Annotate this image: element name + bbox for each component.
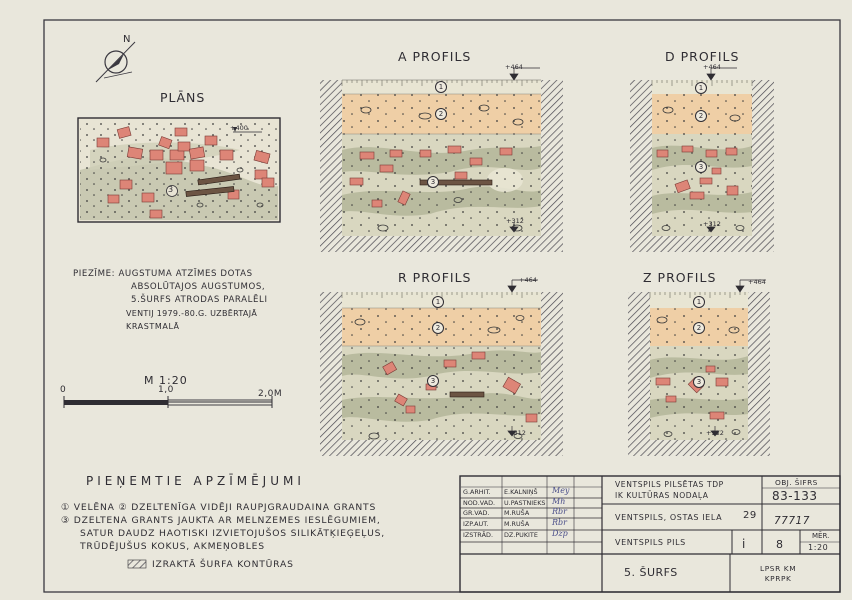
profile-d-title: D PROFILS: [665, 49, 740, 64]
profile-r-drawing: [320, 292, 563, 456]
profile-a-layer-2-label: 2: [435, 108, 447, 120]
profile-z-layer-2-label: 2: [693, 322, 705, 334]
scale-label: MĒR.: [812, 532, 830, 540]
profile-z-layer-3-label: 3: [693, 376, 705, 388]
profile-a-layer-1-label: 1: [435, 81, 447, 93]
staff-role: G.ARHIT.: [463, 488, 491, 496]
staff-signature: Mh: [552, 497, 566, 506]
plan-drawing: [78, 118, 280, 222]
profile-d-bottom-mark: +312: [703, 220, 721, 228]
north-label: N: [123, 34, 131, 45]
plan-title: PLĀNS: [160, 90, 206, 105]
obj-code: 83-133: [772, 489, 818, 503]
note-line-3: 5.ŠURFS ATRODAS PARALĒLI: [131, 295, 268, 305]
staff-name: M.RUŠA: [504, 520, 530, 528]
legend-line-2: ③ DZELTENA GRANTS JAUKTA AR MELNZEMES IESLĒGUMIEM,: [61, 515, 381, 526]
profile-a-layer-3-label: 3: [427, 176, 439, 188]
profile-d-top-mark: +464: [703, 63, 721, 71]
scale-value: 1:20: [808, 543, 829, 552]
note-line-5: KRASTMALĀ: [126, 322, 180, 331]
profile-r-layer-3-label: 3: [427, 375, 439, 387]
org-name: VENTSPILS PILSĒTAS TDP IK KULTŪRAS NODAĻA: [615, 480, 724, 500]
profile-r-layer-2-label: 2: [432, 322, 444, 334]
staff-name: E.KALNIŅŠ: [504, 488, 538, 496]
staff-role: IZSTRĀD.: [463, 531, 493, 539]
staff-signature: Rbr: [552, 507, 567, 516]
plan-layer-label: 3: [168, 185, 174, 194]
staff-name: DZ.PUKITE: [504, 531, 538, 539]
scale-tick-2: 2,0M: [258, 389, 283, 399]
profile-a-bottom-mark: +312: [506, 217, 524, 225]
profile-z-title: Z PROFILS: [643, 270, 717, 285]
profile-r-layer-1-label: 1: [432, 296, 444, 308]
profile-r-title: R PROFILS: [398, 270, 472, 285]
obj-label: OBJ. ŠIFRS: [775, 478, 818, 487]
legend-hatch-swatch: [128, 560, 146, 568]
address: VENTSPILS, OSTAS IELA: [615, 513, 723, 522]
legend-line-1: ① VELĒNA ② DZELTENĪGA VIDĒJI RAUPJGRAUDAINA GRANTS: [61, 502, 377, 513]
staff-role: GR.VAD.: [463, 509, 490, 517]
profile-z-layer-1-label: 1: [693, 296, 705, 308]
plan-level-mark: +400: [230, 124, 248, 132]
address-number: 29: [743, 510, 757, 521]
object-name: VENTSPILS PILS: [615, 538, 686, 547]
sheet-number: 8: [776, 538, 784, 551]
profile-z-drawing: [628, 292, 770, 456]
legend-title: PIEŅEMTIE APZĪMĒJUMI: [86, 474, 305, 488]
profile-d-layer-1-label: 1: [695, 82, 707, 94]
profile-a-drawing: [320, 80, 563, 252]
scale-tick-1: 1,0: [158, 385, 174, 395]
profile-d-layer-2-label: 2: [695, 110, 707, 122]
staff-signature: Mey: [552, 486, 570, 495]
staff-role: NOD.VAD.: [463, 499, 496, 507]
staff-name: M.RUŠA: [504, 509, 530, 517]
profile-a-title: A PROFILS: [398, 49, 472, 64]
staff-role: IZP.AUT.: [463, 520, 489, 528]
note-line-4: VENTIJ 1979.-80.G. UZBĒRTAJĀ: [126, 309, 258, 318]
scale-title: M 1:20: [144, 374, 188, 387]
legend-hatch-label: IZRAKTĀ ŠURFA KONTŪRAS: [152, 559, 294, 570]
staff-name: U.PASTNIEKS: [504, 499, 546, 507]
profile-r-bottom-mark: +312: [508, 429, 526, 437]
register-number: 77717: [774, 515, 810, 527]
profile-z-bottom-mark: +312: [706, 429, 724, 437]
note-line-2: ABSOLŪTAJOS AUGSTUMOS,: [131, 282, 266, 292]
institution: LPSR KM KPRPK: [760, 564, 797, 583]
staff-signature: Dzp: [552, 529, 568, 538]
note-line-1: PIEZĪME: AUGSTUMA ATZĪMES DOTAS: [73, 269, 253, 279]
sheet-letter: i: [742, 537, 746, 551]
staff-signature: Rbr: [552, 518, 567, 527]
legend-line-3: SATUR DAUDZ HAOTISKI IZVIETOJUŠOS SILIKĀTĶIEĢEĻUS,: [80, 528, 386, 539]
profile-z-top-mark: +464: [748, 278, 766, 286]
scale-tick-0: 0: [60, 385, 67, 395]
drawing-name: 5. ŠURFS: [624, 566, 678, 579]
profile-a-top-mark: +464: [505, 63, 523, 71]
profile-d-layer-3-label: 3: [695, 161, 707, 173]
profile-r-top-mark: +464: [519, 276, 537, 284]
legend-line-4: TRŪDĒJUŠUS KOKUS, AKMEŅOBLES: [80, 541, 265, 552]
